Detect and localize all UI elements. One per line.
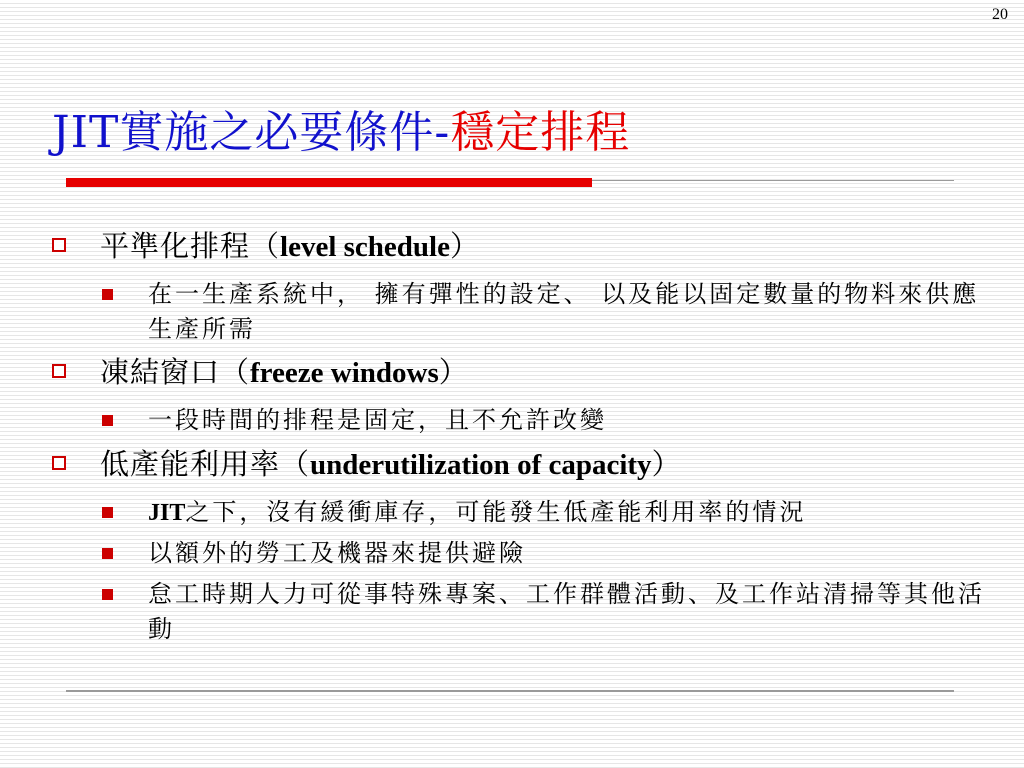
bullet-item [48, 495, 998, 530]
filled-square-bullet-icon [102, 548, 113, 559]
title-underline-rule [592, 180, 954, 181]
bullet-item [48, 277, 998, 346]
slide-title-sub: 穩定排程 [450, 107, 631, 158]
bullet-item [48, 577, 998, 646]
page-number: 20 [992, 6, 1008, 23]
section-heading-close: ） [449, 229, 480, 263]
filled-square-bullet-icon [102, 289, 113, 300]
bullet-item-text: 在一生產系統中， 擁有彈性的設定、 以及能以固定數量的物料來供應生產所需 [148, 280, 980, 343]
bullet-item-text: 之下，沒有緩衝庫存，可能發生低產能利用率的情況 [185, 498, 807, 526]
section-heading-underutilization [48, 444, 998, 485]
section-heading-english: underutilization of capacity [310, 449, 652, 481]
section-heading-level-schedule [48, 226, 998, 267]
bullet-item-text: 以額外的勞工及機器來提供避險 [148, 539, 526, 567]
footer-rule [66, 690, 954, 692]
bullet-item-english: JIT [148, 500, 186, 526]
hollow-square-bullet-icon [52, 456, 66, 470]
section-heading-text: 凍結窗口（ [100, 355, 251, 389]
section-heading-freeze-windows [48, 352, 998, 393]
section-heading-text: 低產能利用率（ [100, 447, 311, 481]
section-heading-english: level schedule [280, 231, 450, 263]
bullet-item-text: 一段時間的排程是固定，且不允許改變 [148, 406, 607, 434]
filled-square-bullet-icon [102, 415, 113, 426]
title-underline-bar [66, 178, 592, 187]
hollow-square-bullet-icon [52, 238, 66, 252]
section-heading-text: 平準化排程（ [100, 229, 281, 263]
hollow-square-bullet-icon [52, 364, 66, 378]
bullet-item-text: 怠工時期人力可從事特殊專案、工作群體活動、及工作站清掃等其他活動 [148, 580, 985, 643]
slide-content [48, 226, 998, 652]
filled-square-bullet-icon [102, 589, 113, 600]
slide-title-main: JIT實施之必要條件- [52, 107, 451, 158]
section-heading-close: ） [651, 447, 682, 481]
slide-title [52, 106, 630, 160]
filled-square-bullet-icon [102, 507, 113, 518]
bullet-item [48, 403, 998, 438]
bullet-item [48, 536, 998, 571]
section-heading-close: ） [438, 355, 469, 389]
section-heading-english: freeze windows [250, 357, 439, 389]
